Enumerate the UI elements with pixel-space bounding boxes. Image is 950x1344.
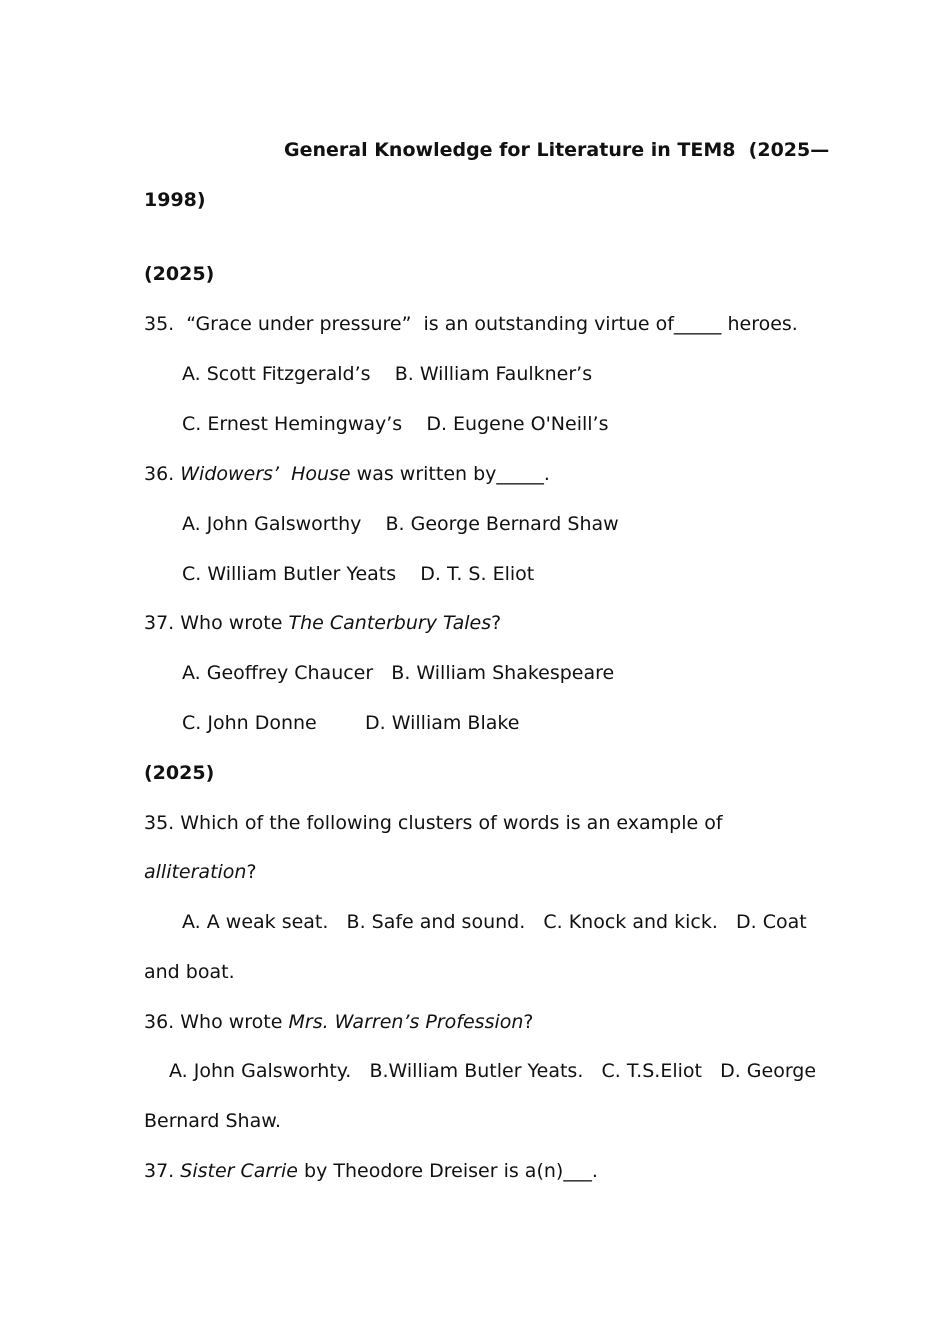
document-title-continued: 1998): [144, 189, 206, 211]
work-title: Mrs. Warren’s Profession: [288, 1011, 524, 1033]
document-title: General Knowledge for Literature in TEM8 (2025—: [284, 139, 830, 161]
question-text: 36. Who wrote: [144, 1011, 289, 1033]
question-36: [144, 1009, 534, 1035]
question-37-options-cd: C. John Donne D. William Blake: [182, 712, 520, 734]
question-mark: ?: [246, 861, 257, 883]
question-37: [144, 1158, 598, 1184]
question-36-options-continued: Bernard Shaw.: [144, 1110, 282, 1132]
question-36-options: A. John Galsworhty. B.William Butler Yeats. C. T.S.Eliot D. George: [169, 1060, 817, 1082]
question-mark: ?: [523, 1011, 534, 1033]
question-36: [144, 461, 550, 487]
question-35-options-ab: A. Scott Fitzgerald’s B. William Faulkner’s: [182, 363, 593, 385]
question-text: was written by_____.: [350, 463, 550, 485]
work-title: The Canterbury Tales: [288, 612, 492, 634]
question-36-options-ab: A. John Galsworthy B. George Bernard Shaw: [182, 513, 619, 535]
question-number: 36.: [144, 463, 181, 485]
question-37-options-ab: A. Geoffrey Chaucer B. William Shakespeare: [182, 662, 615, 684]
question-35-line1: 35. Which of the following clusters of words is an example of: [144, 812, 723, 834]
question-text: by Theodore Dreiser is a(n)___.: [298, 1160, 598, 1182]
work-title: Widowers’ House: [180, 463, 351, 485]
question-text: 37. Who wrote: [144, 612, 289, 634]
section-heading: (2025): [144, 762, 215, 784]
question-35-line2: [144, 859, 257, 885]
question-mark: ?: [491, 612, 502, 634]
question-35: 35. “Grace under pressure” is an outstanding virtue of_____ heroes.: [144, 313, 798, 335]
section-heading: (2025): [144, 263, 215, 285]
question-37: [144, 610, 501, 636]
question-35-options: A. A weak seat. B. Safe and sound. C. Knock and kick. D. Coat: [182, 911, 807, 933]
work-title: Sister Carrie: [180, 1160, 298, 1182]
question-35-options-continued: and boat.: [144, 961, 235, 983]
question-35-options-cd: C. Ernest Hemingway’s D. Eugene O'Neill’s: [182, 413, 609, 435]
question-36-options-cd: C. William Butler Yeats D. T. S. Eliot: [182, 563, 535, 585]
question-number: 37.: [144, 1160, 181, 1182]
term: alliteration: [144, 861, 247, 883]
